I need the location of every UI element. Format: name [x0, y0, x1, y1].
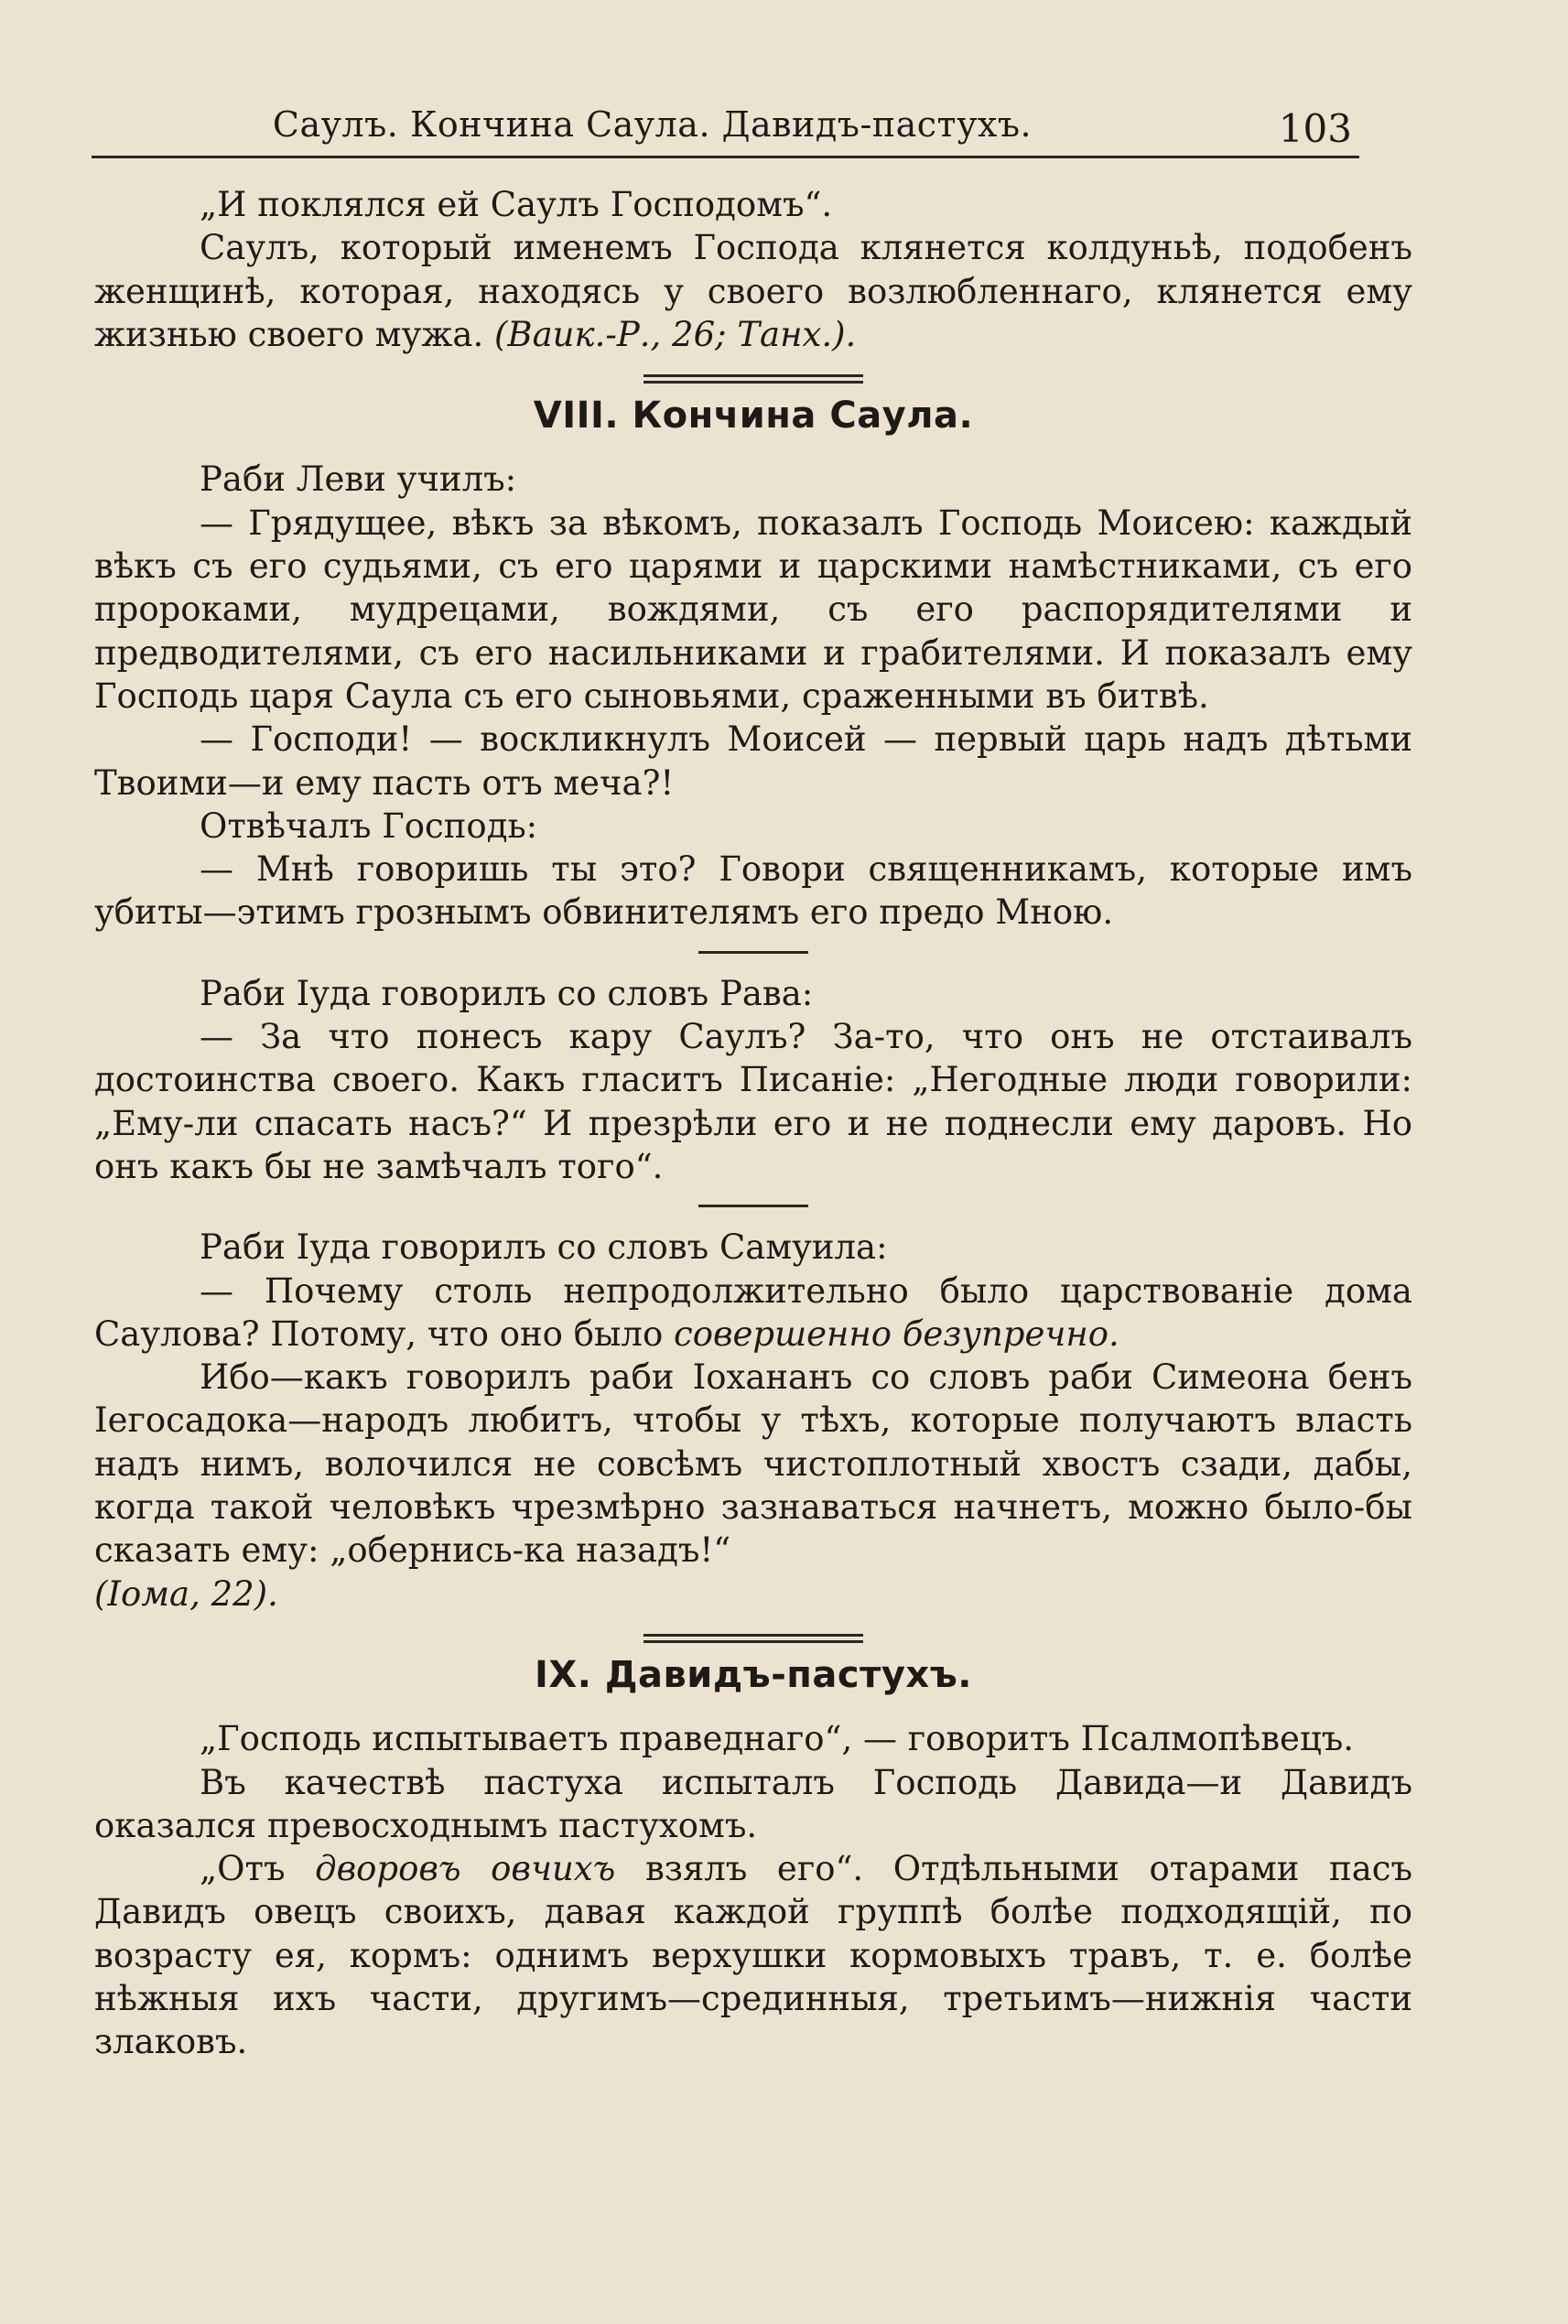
paragraph-divider — [698, 1205, 808, 1207]
paragraph: Ибо—какъ говорилъ раби Іохананъ со словъ раби Симеона бенъ Іегосадока—народъ любитъ, чтобы у тѣхъ, которые получаютъ власть надъ нимъ, волочился не совсѣмъ чистоплотный хвостъ сзади, дабы, когда такой человѣкъ чрезмѣрно зазнаваться начнетъ, можно было-бы сказать ему: „обернись-ка назадъ!“ — [94, 1357, 1412, 1571]
emphasis-text: совершенно безупречно. — [673, 1313, 1119, 1354]
page-header — [92, 99, 1359, 158]
paragraph: Раби Леви училъ: — [200, 459, 517, 500]
source-citation: (Ваик.-Р., 26; Танх.). — [493, 314, 857, 354]
paragraph-text: — Почему столь непродолжительно было царствованіе дома Саулова? Потому, что оно было — [94, 1270, 1412, 1354]
paragraph: — Грядущее, вѣкъ за вѣкомъ, показалъ Господь Моисею: каждый вѣкъ съ его судьями, съ его царями и царскими намѣстниками, съ его пророками, мудрецами, вождями, съ его распорядителями и предводителями, съ его насильниками и грабителями. И показалъ ему Господь царя Саула съ его сыновьями, сраженными въ битвѣ. — [94, 503, 1412, 716]
paragraph: „Господь испытываетъ праведнаго“, — говоритъ Псалмопѣвецъ. — [200, 1719, 1355, 1759]
source-citation — [94, 1573, 1412, 1616]
section-divider — [643, 1634, 863, 1643]
section-heading: IX. Давидъ-пастухъ. — [535, 1653, 972, 1696]
paragraph-divider — [698, 951, 808, 954]
paragraph — [94, 1847, 1412, 2063]
paragraph: Въ качествѣ пастуха испыталъ Господь Давида—и Давидъ оказался превосходнымъ пастухомъ. — [94, 1762, 1412, 1845]
source-citation-text: (Іома, 22). — [94, 1573, 278, 1614]
paragraph — [94, 226, 1412, 356]
paragraph: — Мнѣ говоришь ты это? Говори священникамъ, которые имъ убиты—этимъ грознымъ обвинителямъ его предо Мною. — [94, 849, 1412, 933]
paragraph — [94, 1270, 1412, 1357]
running-title: Саулъ. Кончина Саула. Давидъ-пастухъ. — [272, 104, 1033, 145]
emphasis-text: дворовъ овчихъ — [315, 1849, 616, 1889]
section-heading: VIII. Кончина Саула. — [533, 395, 974, 438]
paragraph-text: „Отъ — [200, 1849, 286, 1889]
page-number: 103 — [1278, 106, 1352, 151]
paragraph: Раби Іуда говорилъ со словъ Рава: — [200, 973, 814, 1013]
paragraph-text: Саулъ, который именемъ Господа клянется колдуньѣ, подобенъ женщинѣ, которая, находясь у своего возлюбленнаго, клянется ему жизнью своего мужа. — [94, 228, 1412, 354]
paragraph: Раби Іуда говорилъ со словъ Самуила: — [200, 1227, 888, 1268]
paragraph: Отвѣчалъ Господь: — [200, 805, 538, 846]
paragraph: „И поклялся ей Саулъ Господомъ“. — [200, 185, 833, 224]
paragraph-text: взялъ его“. Отдѣльными отарами пасъ Давидъ овецъ своихъ, давая каждой группѣ болѣе подходящій, по возрасту ея, кормъ: однимъ верхушки кормовыхъ травъ, т. е. болѣе нѣжныя ихъ части, другимъ—срединныя, третьимъ—нижнія части злаковъ. — [94, 1849, 1413, 2062]
section-divider — [643, 374, 863, 384]
paragraph: — Господи! — воскликнулъ Моисей — первый царь надъ дѣтьми Твоими—и ему пасть отъ меча?! — [94, 719, 1412, 803]
paragraph: — За что понесъ кару Саулъ? За-то, что онъ не отстаивалъ достоинства своего. Какъ гласитъ Писаніе: „Негодные люди говорили: „Ему-ли спасать насъ?“ И презрѣли его и не поднесли ему даровъ. Но онъ какъ бы не замѣчалъ того“. — [94, 1017, 1412, 1186]
page-body — [94, 183, 1412, 2064]
